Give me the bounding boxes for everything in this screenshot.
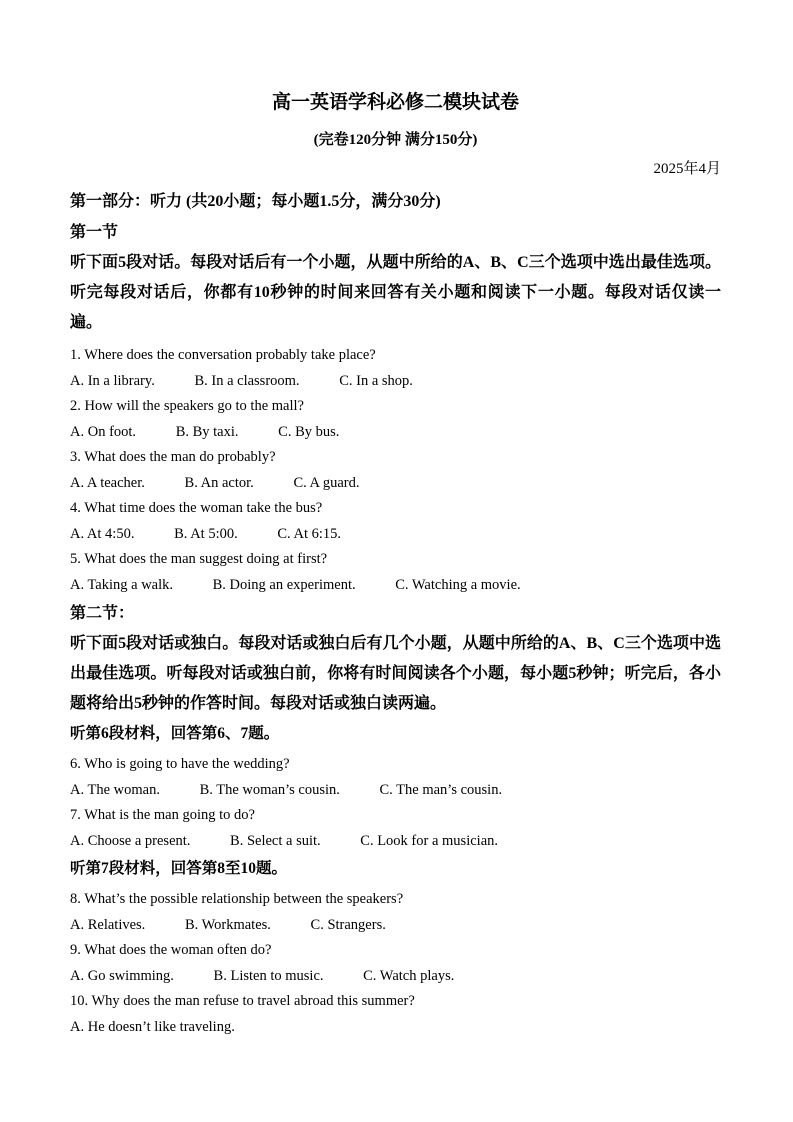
- option-a: A. Taking a walk.: [70, 576, 174, 593]
- option-a: A. In a library.: [70, 372, 155, 389]
- option-a: A. At 4:50.: [70, 525, 135, 542]
- question-3: [70, 445, 721, 496]
- question-1: [70, 343, 721, 394]
- question-text: 8. What’s the possible relationship between the speakers?: [70, 891, 404, 907]
- option-c: C. In a shop.: [339, 372, 413, 389]
- option-c: C. A guard.: [293, 474, 360, 491]
- section2-instructions: 听下面5段对话或独白。每段对话或独白后有几个小题，从题中所给的A、B、C三个选项中选出最佳选项。听每段对话或独白前，你将有时间阅读各个小题，每小题5秒钟；听完后，各小题将给出5秒钟的作答时间。每段对话或独白读两遍。: [70, 635, 721, 712]
- material-2-questions: [70, 887, 721, 1040]
- question-options: [70, 913, 721, 939]
- question-5: [70, 547, 721, 598]
- option-c: C. Look for a musician.: [360, 832, 499, 849]
- section1-questions: [70, 343, 721, 598]
- question-options: [70, 829, 721, 855]
- material-1-heading: 听第6段材料，回答第6、7题。: [70, 725, 280, 742]
- question-options: [70, 471, 721, 497]
- question-10: [70, 989, 721, 1040]
- option-a: A. He doesn’t like traveling.: [70, 1018, 235, 1035]
- question-options: [70, 964, 721, 990]
- question-text: 4. What time does the woman take the bus?: [70, 500, 323, 516]
- question-options: [70, 369, 721, 395]
- option-a: A. On foot.: [70, 423, 137, 440]
- question-4: [70, 496, 721, 547]
- option-c: C. Strangers.: [310, 916, 386, 933]
- option-b: B. By taxi.: [175, 423, 239, 440]
- page-title: 高一英语学科必修二模块试卷: [271, 92, 519, 113]
- section2-heading: 第二节：: [70, 605, 135, 622]
- question-text: 10. Why does the man refuse to travel abroad this summer?: [70, 993, 415, 1009]
- option-c: C. Watch plays.: [363, 967, 455, 984]
- option-b: B. In a classroom.: [194, 372, 300, 389]
- option-b: B. An actor.: [184, 474, 254, 491]
- option-b: B. Listen to music.: [213, 967, 324, 984]
- question-6: [70, 752, 721, 803]
- option-b: B. The woman’s cousin.: [199, 781, 340, 798]
- question-text: 6. Who is going to have the wedding?: [70, 756, 290, 772]
- question-text: 2. How will the speakers go to the mall?: [70, 398, 304, 414]
- question-9: [70, 938, 721, 989]
- option-b: B. Select a suit.: [230, 832, 321, 849]
- question-8: [70, 887, 721, 938]
- question-options: [70, 522, 721, 548]
- question-text: 3. What does the man do probably?: [70, 449, 276, 465]
- option-c: C. By bus.: [278, 423, 340, 440]
- question-text: 1. Where does the conversation probably take place?: [70, 347, 376, 363]
- question-options: [70, 420, 721, 446]
- section1-heading: 第一节: [70, 224, 119, 241]
- question-text: 9. What does the woman often do?: [70, 942, 272, 958]
- option-c: C. At 6:15.: [277, 525, 342, 542]
- question-text: 7. What is the man going to do?: [70, 807, 255, 823]
- option-b: B. Workmates.: [184, 916, 271, 933]
- option-c: C. Watching a movie.: [395, 576, 521, 593]
- material-1-questions: [70, 752, 721, 854]
- question-text: 5. What does the man suggest doing at first?: [70, 551, 328, 567]
- material-2-heading: 听第7段材料，回答第8至10题。: [70, 860, 288, 877]
- question-options: [70, 1015, 721, 1041]
- option-a: A. Go swimming.: [70, 967, 174, 984]
- part1-heading: 第一部分：听力 (共20小题；每小题1.5分，满分30分): [70, 193, 441, 210]
- option-b: B. At 5:00.: [174, 525, 238, 542]
- question-7: [70, 803, 721, 854]
- question-options: [70, 778, 721, 804]
- question-2: [70, 394, 721, 445]
- option-a: A. The woman.: [70, 781, 160, 798]
- page-subtitle: (完卷120分钟 满分150分): [313, 132, 478, 148]
- question-options: [70, 573, 721, 599]
- section1-instructions: 听下面5段对话。每段对话后有一个小题，从题中所给的A、B、C三个选项中选出最佳选项。听完每段对话后，你都有10秒钟的时间来回答有关小题和阅读下一小题。每段对话仅读一遍。: [70, 254, 721, 331]
- option-a: A. A teacher.: [70, 474, 145, 491]
- option-a: A. Relatives.: [70, 916, 146, 933]
- exam-date: 2025年4月: [653, 161, 721, 177]
- option-c: C. The man’s cousin.: [379, 781, 503, 798]
- option-b: B. Doing an experiment.: [212, 576, 356, 593]
- option-a: A. Choose a present.: [70, 832, 191, 849]
